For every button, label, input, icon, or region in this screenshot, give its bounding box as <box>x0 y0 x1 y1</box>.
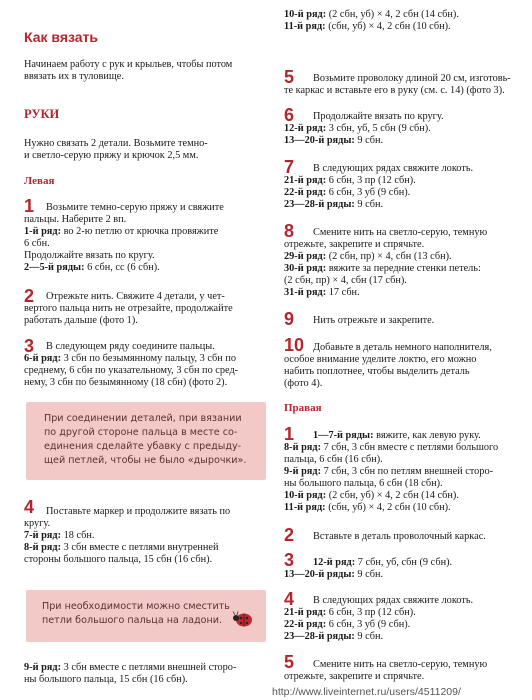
step-text: Добавьте в деталь немного наполнителя, <box>313 342 492 353</box>
row-line: 13—20-й ряды: 9 сбн. <box>284 135 384 146</box>
step-text: (2 сбн, пр) × 4, сбн (17 сбн). <box>284 275 407 286</box>
step-text: среднему, 6 сбн по указательному, 3 сбн по сред- <box>24 365 239 376</box>
intro-line-2: ввязать их в туловище. <box>24 71 124 82</box>
row-line: 1—7-й ряды: вяжите, как левую руку. <box>313 430 481 441</box>
note-line: петли большого пальца на ладони. <box>42 615 223 626</box>
step-number: 2 <box>284 525 295 545</box>
step-text: ны большого пальца, 15 сбн (16 сбн). <box>24 674 188 685</box>
step-text: особое внимание уделите локтю, его можно <box>284 354 477 365</box>
row-line: 13—20-й ряды: 9 сбн. <box>284 569 384 580</box>
subsection-left: Левая <box>24 175 55 187</box>
step-number: 3 <box>24 336 35 356</box>
step-text: 6 сбн. <box>24 238 50 249</box>
row-line: 2—5-й ряды: 6 сбн, сс (6 сбн). <box>24 262 160 273</box>
step-text: нему, 3 сбн по безымянному (18 сбн) (фото 2). <box>24 377 228 388</box>
step-text: В следующих рядах свяжите локоть. <box>313 163 474 174</box>
row-line: 7-й ряд: 18 сбн. <box>24 530 95 541</box>
step-text: Возьмите темно-серую пряжу и свяжите <box>46 202 224 213</box>
step-number: 6 <box>284 105 295 125</box>
step-text: Смените нить на светло-серую, темную <box>313 659 488 670</box>
section-intro-1: Нужно связать 2 детали. Возьмите темно- <box>24 138 208 149</box>
row-line: 29-й ряд: (2 сбн, пр) × 4, сбн (13 сбн). <box>284 251 452 262</box>
row-line: 22-й ряд: 6 сбн, 3 уб (9 сбн). <box>284 619 411 630</box>
step-number: 10 <box>284 335 305 355</box>
step-text: Поставьте маркер и продолжите вязать по <box>46 506 231 517</box>
row-line: 9-й ряд: 3 сбн вместе с петлями внешней сторо- <box>24 662 237 673</box>
step-number: 4 <box>24 497 35 517</box>
step-number: 3 <box>284 550 295 570</box>
note-line: единения сделайте убавку с предыду- <box>44 441 242 452</box>
step-number: 1 <box>24 196 35 216</box>
ladybug-icon <box>232 610 254 628</box>
row-line: 22-й ряд: 6 сбн, 3 уб (9 сбн). <box>284 187 411 198</box>
step-text: Продолжайте вязать по кругу. <box>24 250 155 261</box>
watermark-url: http://www.liveinternet.ru/users/4511209/ <box>272 686 461 698</box>
step-text: Продолжайте вязать по кругу. <box>313 111 444 122</box>
row-line: 6-й ряд: 3 сбн по безымянному пальцу, 3 сбн по <box>24 353 237 364</box>
row-line: 10-й ряд: (2 сбн, уб) × 4, 2 сбн (14 сбн). <box>284 9 459 20</box>
step-number: 1 <box>284 424 295 444</box>
note-line: При необходимости можно сместить <box>42 601 230 612</box>
row-line: 8-й ряд: 3 сбн вместе с петлями внутренней <box>24 542 219 553</box>
step-text: Вставьте в деталь проволочный каркас. <box>313 531 486 542</box>
step-number: 5 <box>284 67 295 87</box>
row-line: 10-й ряд: (2 сбн, уб) × 4, 2 сбн (14 сбн). <box>284 490 459 501</box>
step-text: Возьмите проволоку длиной 20 см, изготовь- <box>313 73 511 84</box>
step-text: отрежьте, закрепите и спрячьте. <box>284 671 425 682</box>
step-number: 8 <box>284 221 295 241</box>
row-line: 23—28-й ряды: 9 сбн. <box>284 631 384 642</box>
step-number: 4 <box>284 589 295 609</box>
section-title: РУКИ <box>24 107 60 121</box>
step-text: В следующих рядах свяжите локоть. <box>313 595 474 606</box>
row-line: 9-й ряд: 7 сбн, 3 сбн по петлям внешней сторо- <box>284 466 494 477</box>
step-text: Отрежьте нить. Свяжите 4 детали, у чет- <box>46 291 225 302</box>
note-line: щей петлей, чтобы не было «дырочки». <box>44 455 247 466</box>
tip-note <box>26 590 266 642</box>
step-number: 2 <box>24 286 35 306</box>
row-line: 12-й ряд: 3 сбн, уб, 5 сбн (9 сбн). <box>284 123 431 134</box>
page-title: Как вязать <box>24 29 99 45</box>
step-text: те каркас и вставьте его в руку (см. с. 14) (фото 3). <box>284 85 505 96</box>
row-line: 12-й ряд: 7 сбн, уб, сбн (9 сбн). <box>313 557 453 568</box>
step-number: 9 <box>284 309 295 329</box>
step-text: работать дальше (фото 1). <box>24 315 138 326</box>
row-line: 21-й ряд: 6 сбн, 3 пр (12 сбн). <box>284 607 416 618</box>
row-line: 21-й ряд: 6 сбн, 3 пр (12 сбн). <box>284 175 416 186</box>
step-text: набить поплотнее, чтобы выделить деталь <box>284 366 470 377</box>
row-line: 8-й ряд: 7 сбн, 3 сбн вместе с петлями большого <box>284 442 499 453</box>
row-line: 30-й ряд: вяжите за передние стенки петель: <box>284 263 481 274</box>
section-intro-2: и светло-серую пряжу и крючок 2,5 мм. <box>24 150 199 161</box>
step-text: пальца, 6 сбн (16 сбн). <box>284 454 383 465</box>
subsection-right: Правая <box>284 402 322 414</box>
tip-note <box>26 402 266 480</box>
step-number: 7 <box>284 157 295 177</box>
row-line: 11-й ряд: (сбн, уб) × 4, 2 сбн (10 сбн). <box>284 21 451 32</box>
row-line: 1-й ряд: во 2-ю петлю от крючка провяжите <box>24 226 219 237</box>
step-text: (фото 4). <box>284 378 323 389</box>
step-text: ны большого пальца, 6 сбн (18 сбн). <box>284 478 443 489</box>
step-text: пальцы. Наберите 2 вп. <box>24 214 127 225</box>
step-text: отрежьте, закрепите и спрячьте. <box>284 239 425 250</box>
row-line: 31-й ряд: 17 сбн. <box>284 287 360 298</box>
row-line: 11-й ряд: (сбн, уб) × 4, 2 сбн (10 сбн). <box>284 502 451 513</box>
note-line: по другой стороне пальца в месте со- <box>44 427 238 438</box>
step-number: 5 <box>284 652 295 672</box>
step-text: вертого пальца нить не отрезайте, продолжайте <box>24 303 233 314</box>
intro-line-1: Начинаем работу с рук и крыльев, чтобы потом <box>24 59 233 70</box>
step-text: кругу. <box>24 518 51 529</box>
row-line: 23—28-й ряды: 9 сбн. <box>284 199 384 210</box>
step-text: В следующем ряду соедините пальцы. <box>46 341 215 352</box>
step-text: Смените нить на светло-серую, темную <box>313 227 488 238</box>
note-line: При соединении деталей, при вязании <box>44 413 242 424</box>
step-text: Нить отрежьте и закрепите. <box>313 315 435 326</box>
step-text: стороны большого пальца, 15 сбн (16 сбн). <box>24 554 213 565</box>
